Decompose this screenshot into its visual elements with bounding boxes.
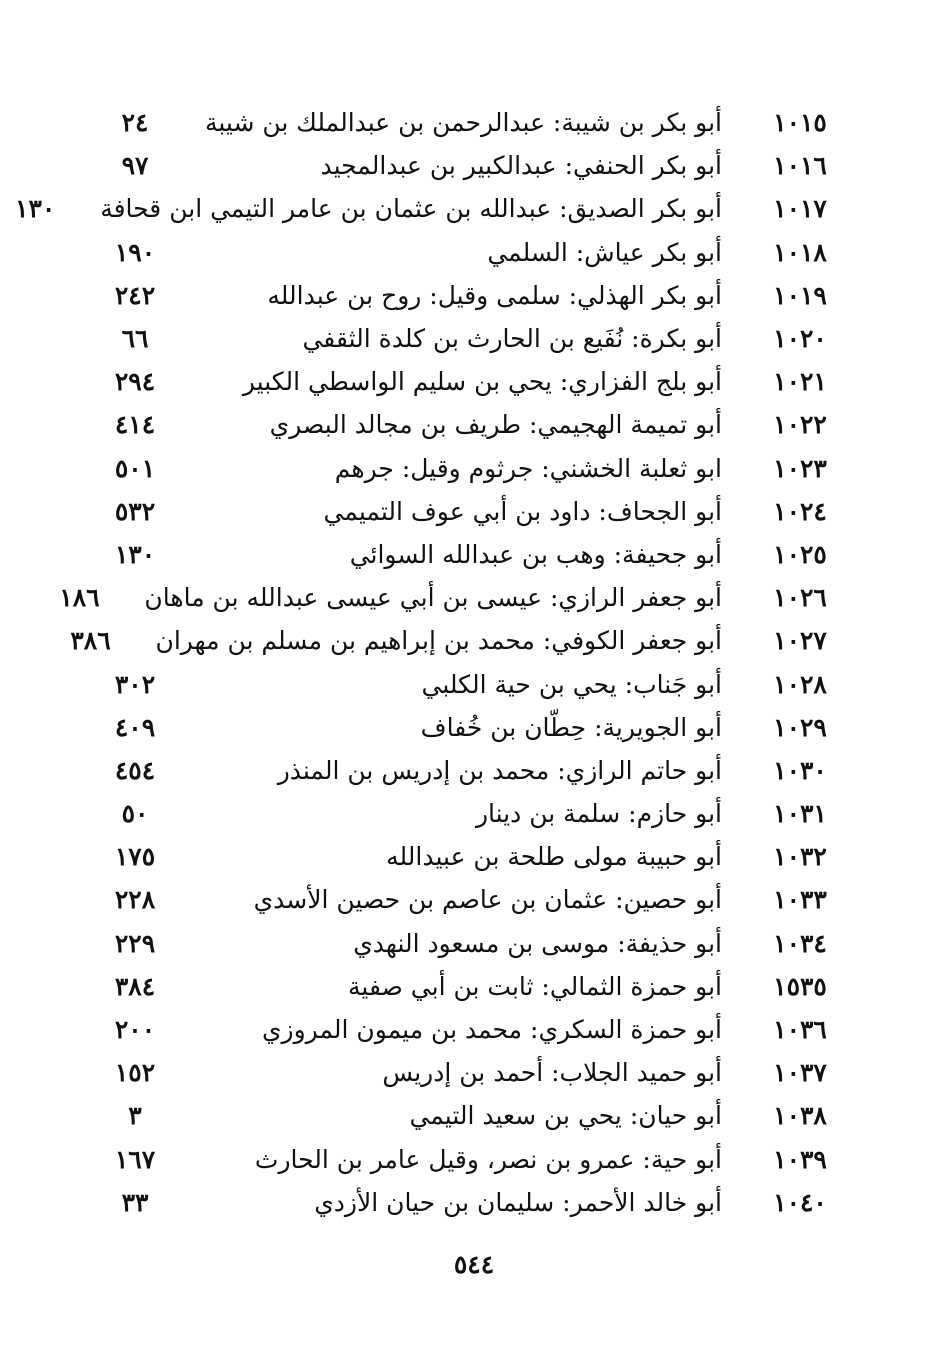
entry-name: أبو بكرة: نُفَيع بن الحارث بن كلدة الثقفي bbox=[302, 324, 722, 354]
index-entry bbox=[70, 922, 850, 965]
entry-page-reference: ١٣٠ bbox=[114, 539, 156, 569]
entry-page-reference: ١٧٥ bbox=[114, 842, 156, 872]
entry-page-reference: ٣٨٤ bbox=[114, 971, 156, 1001]
entry-number: ١٠٢٠ bbox=[773, 324, 827, 354]
index-entry bbox=[70, 965, 850, 1008]
entry-number: ١٠٣٤ bbox=[773, 928, 827, 958]
entry-number: ١٠٢٢ bbox=[773, 410, 827, 440]
entry-name: أبو حذيفة: موسى بن مسعود النهدي bbox=[353, 928, 722, 958]
entry-number: ١٠٢١ bbox=[773, 367, 827, 397]
entry-name: أبو حمزة السكري: محمد بن ميمون المروزي bbox=[261, 1015, 722, 1045]
index-entry bbox=[70, 490, 850, 533]
index-entry bbox=[70, 662, 850, 705]
index-entry bbox=[70, 792, 850, 835]
entry-page-reference: ١٩٠ bbox=[114, 237, 156, 267]
entry-name: أبو خالد الأحمر: سليمان بن حيان الأزدي bbox=[314, 1187, 722, 1217]
entry-name: أبو الجحاف: داود بن أبي عوف التميمي bbox=[323, 496, 722, 526]
entry-page-reference: ٣٨٦ bbox=[70, 626, 111, 656]
index-entry bbox=[15, 187, 850, 230]
index-entry bbox=[70, 1181, 850, 1224]
index-entry bbox=[70, 1008, 850, 1051]
entry-number: ١٠١٧ bbox=[773, 194, 827, 224]
entry-number: ١٠٣٩ bbox=[773, 1144, 827, 1174]
entry-name: أبو بكر الهذلي: سلمى وقيل: روح بن عبدالله bbox=[267, 280, 722, 310]
entry-name: أبو جَناب: يحي بن حية الكلبي bbox=[421, 669, 722, 699]
index-entry bbox=[70, 144, 850, 187]
entry-name: ابو ثعلبة الخشني: جرثوم وقيل: جرهم bbox=[334, 453, 722, 483]
index-entries bbox=[15, 101, 850, 1224]
index-entry bbox=[70, 749, 850, 792]
entry-page-reference: ١٨٦ bbox=[59, 583, 100, 613]
index-entry bbox=[70, 1094, 850, 1137]
entry-name: أبو جعفر الكوفي: محمد بن إبراهيم بن مسلم بن مهران bbox=[155, 626, 722, 656]
entry-name: أبو حازم: سلمة بن دينار bbox=[475, 799, 722, 829]
index-entry bbox=[70, 533, 850, 576]
entry-page-reference: ٣٠٢ bbox=[114, 669, 156, 699]
page-number: ٥٤٤ bbox=[453, 1250, 495, 1279]
entry-page-reference: ٢٩٤ bbox=[114, 367, 156, 397]
entry-number: ١٠٣١ bbox=[773, 799, 827, 829]
entry-page-reference: ٥٣٢ bbox=[114, 496, 156, 526]
entry-page-reference: ٢٢٩ bbox=[114, 928, 156, 958]
entry-name: أبو حمزة الثمالي: ثابت بن أبي صفية bbox=[348, 971, 722, 1001]
entry-number: ١٠٣٨ bbox=[773, 1101, 827, 1131]
entry-number: ١٠٢٩ bbox=[773, 712, 827, 742]
entry-page-reference: ١٥٢ bbox=[114, 1058, 156, 1088]
index-entry bbox=[70, 447, 850, 490]
entry-page-reference: ٣ bbox=[128, 1101, 142, 1131]
entry-number: ١٠٢٥ bbox=[773, 539, 827, 569]
entry-number: ١٠١٩ bbox=[773, 280, 827, 310]
index-entry bbox=[59, 576, 850, 619]
entry-name: أبو حيان: يحي بن سعيد التيمي bbox=[409, 1101, 722, 1131]
entry-number: ١٠١٨ bbox=[773, 237, 827, 267]
index-entry bbox=[70, 101, 850, 144]
entry-number: ١٠٢٧ bbox=[773, 626, 827, 656]
entry-name: أبو بكر الحنفي: عبدالكبير بن عبدالمجيد bbox=[320, 151, 722, 181]
entry-name: أبو بكر الصديق: عبدالله بن عثمان بن عامر التيمي ابن قحافة bbox=[100, 194, 722, 224]
entry-number: ١٠٢٦ bbox=[773, 583, 827, 613]
entry-name: أبو الجويرية: حِطّان بن خُفاف bbox=[420, 712, 722, 742]
entry-page-reference: ٥٠ bbox=[121, 799, 149, 829]
entry-page-reference: ٩٧ bbox=[121, 151, 149, 181]
index-entry bbox=[70, 835, 850, 878]
entry-page-reference: ٢٢٨ bbox=[114, 885, 156, 915]
entry-name: أبو بكر عياش: السلمي bbox=[487, 237, 722, 267]
entry-page-reference: ١٦٧ bbox=[114, 1144, 156, 1174]
index-entry bbox=[70, 619, 850, 662]
entry-page-reference: ٤٥٤ bbox=[114, 755, 156, 785]
entry-name: أبو تميمة الهجيمي: طريف بن مجالد البصري bbox=[269, 410, 722, 440]
entry-page-reference: ٢٤ bbox=[121, 108, 149, 138]
entry-page-reference: ٤٠٩ bbox=[114, 712, 156, 742]
index-entry bbox=[70, 274, 850, 317]
index-entry bbox=[70, 1138, 850, 1181]
entry-name: أبو حبيبة مولى طلحة بن عبيدالله bbox=[386, 842, 722, 872]
entry-number: ١٠١٥ bbox=[773, 108, 827, 138]
entry-number: ١٥٣٥ bbox=[773, 971, 827, 1001]
index-entry bbox=[70, 706, 850, 749]
entry-page-reference: ٢٠٠ bbox=[114, 1015, 156, 1045]
entry-number: ١٠٢٨ bbox=[773, 669, 827, 699]
entry-page-reference: ٣٣ bbox=[121, 1187, 149, 1217]
entry-number: ١٠٢٤ bbox=[773, 496, 827, 526]
entry-name: أبو جحيفة: وهب بن عبدالله السوائي bbox=[349, 539, 722, 569]
entry-name: أبو جعفر الرازي: عيسى بن أبي عيسى عبدالله بن ماهان bbox=[144, 583, 722, 613]
index-entry bbox=[70, 317, 850, 360]
entry-name: أبو حاتم الرازي: محمد بن إدريس بن المنذر bbox=[277, 755, 722, 785]
entry-name: أبو بكر بن شيبة: عبدالرحمن بن عبدالملك بن شيبة bbox=[204, 108, 722, 138]
entry-number: ١٠٣٦ bbox=[773, 1015, 827, 1045]
entry-name: أبو حصين: عثمان بن عاصم بن حصين الأسدي bbox=[253, 885, 722, 915]
entry-number: ١٠٢٣ bbox=[773, 453, 827, 483]
entry-number: ١٠٣٧ bbox=[773, 1058, 827, 1088]
entry-page-reference: ٥٠١ bbox=[114, 453, 156, 483]
entry-page-reference: ٤١٤ bbox=[114, 410, 156, 440]
entry-page-reference: ٢٤٢ bbox=[114, 280, 156, 310]
entry-number: ١٠١٦ bbox=[773, 151, 827, 181]
entry-name: أبو بلج الفزاري: يحي بن سليم الواسطي الكبير bbox=[242, 367, 722, 397]
entry-number: ١٠٤٠ bbox=[773, 1187, 827, 1217]
entry-number: ١٠٣٢ bbox=[773, 842, 827, 872]
entry-page-reference: ٦٦ bbox=[121, 324, 149, 354]
index-entry bbox=[70, 231, 850, 274]
entry-name: أبو حية: عمرو بن نصر، وقيل عامر بن الحارث bbox=[254, 1144, 722, 1174]
entry-number: ١٠٣٠ bbox=[773, 755, 827, 785]
entry-number: ١٠٣٣ bbox=[773, 885, 827, 915]
index-entry bbox=[70, 403, 850, 446]
entry-name: أبو حميد الجلاب: أحمد بن إدريس bbox=[382, 1058, 722, 1088]
index-entry bbox=[70, 878, 850, 921]
index-entry bbox=[70, 1051, 850, 1094]
entry-page-reference: ١٣٠ bbox=[15, 194, 56, 224]
index-entry bbox=[70, 360, 850, 403]
